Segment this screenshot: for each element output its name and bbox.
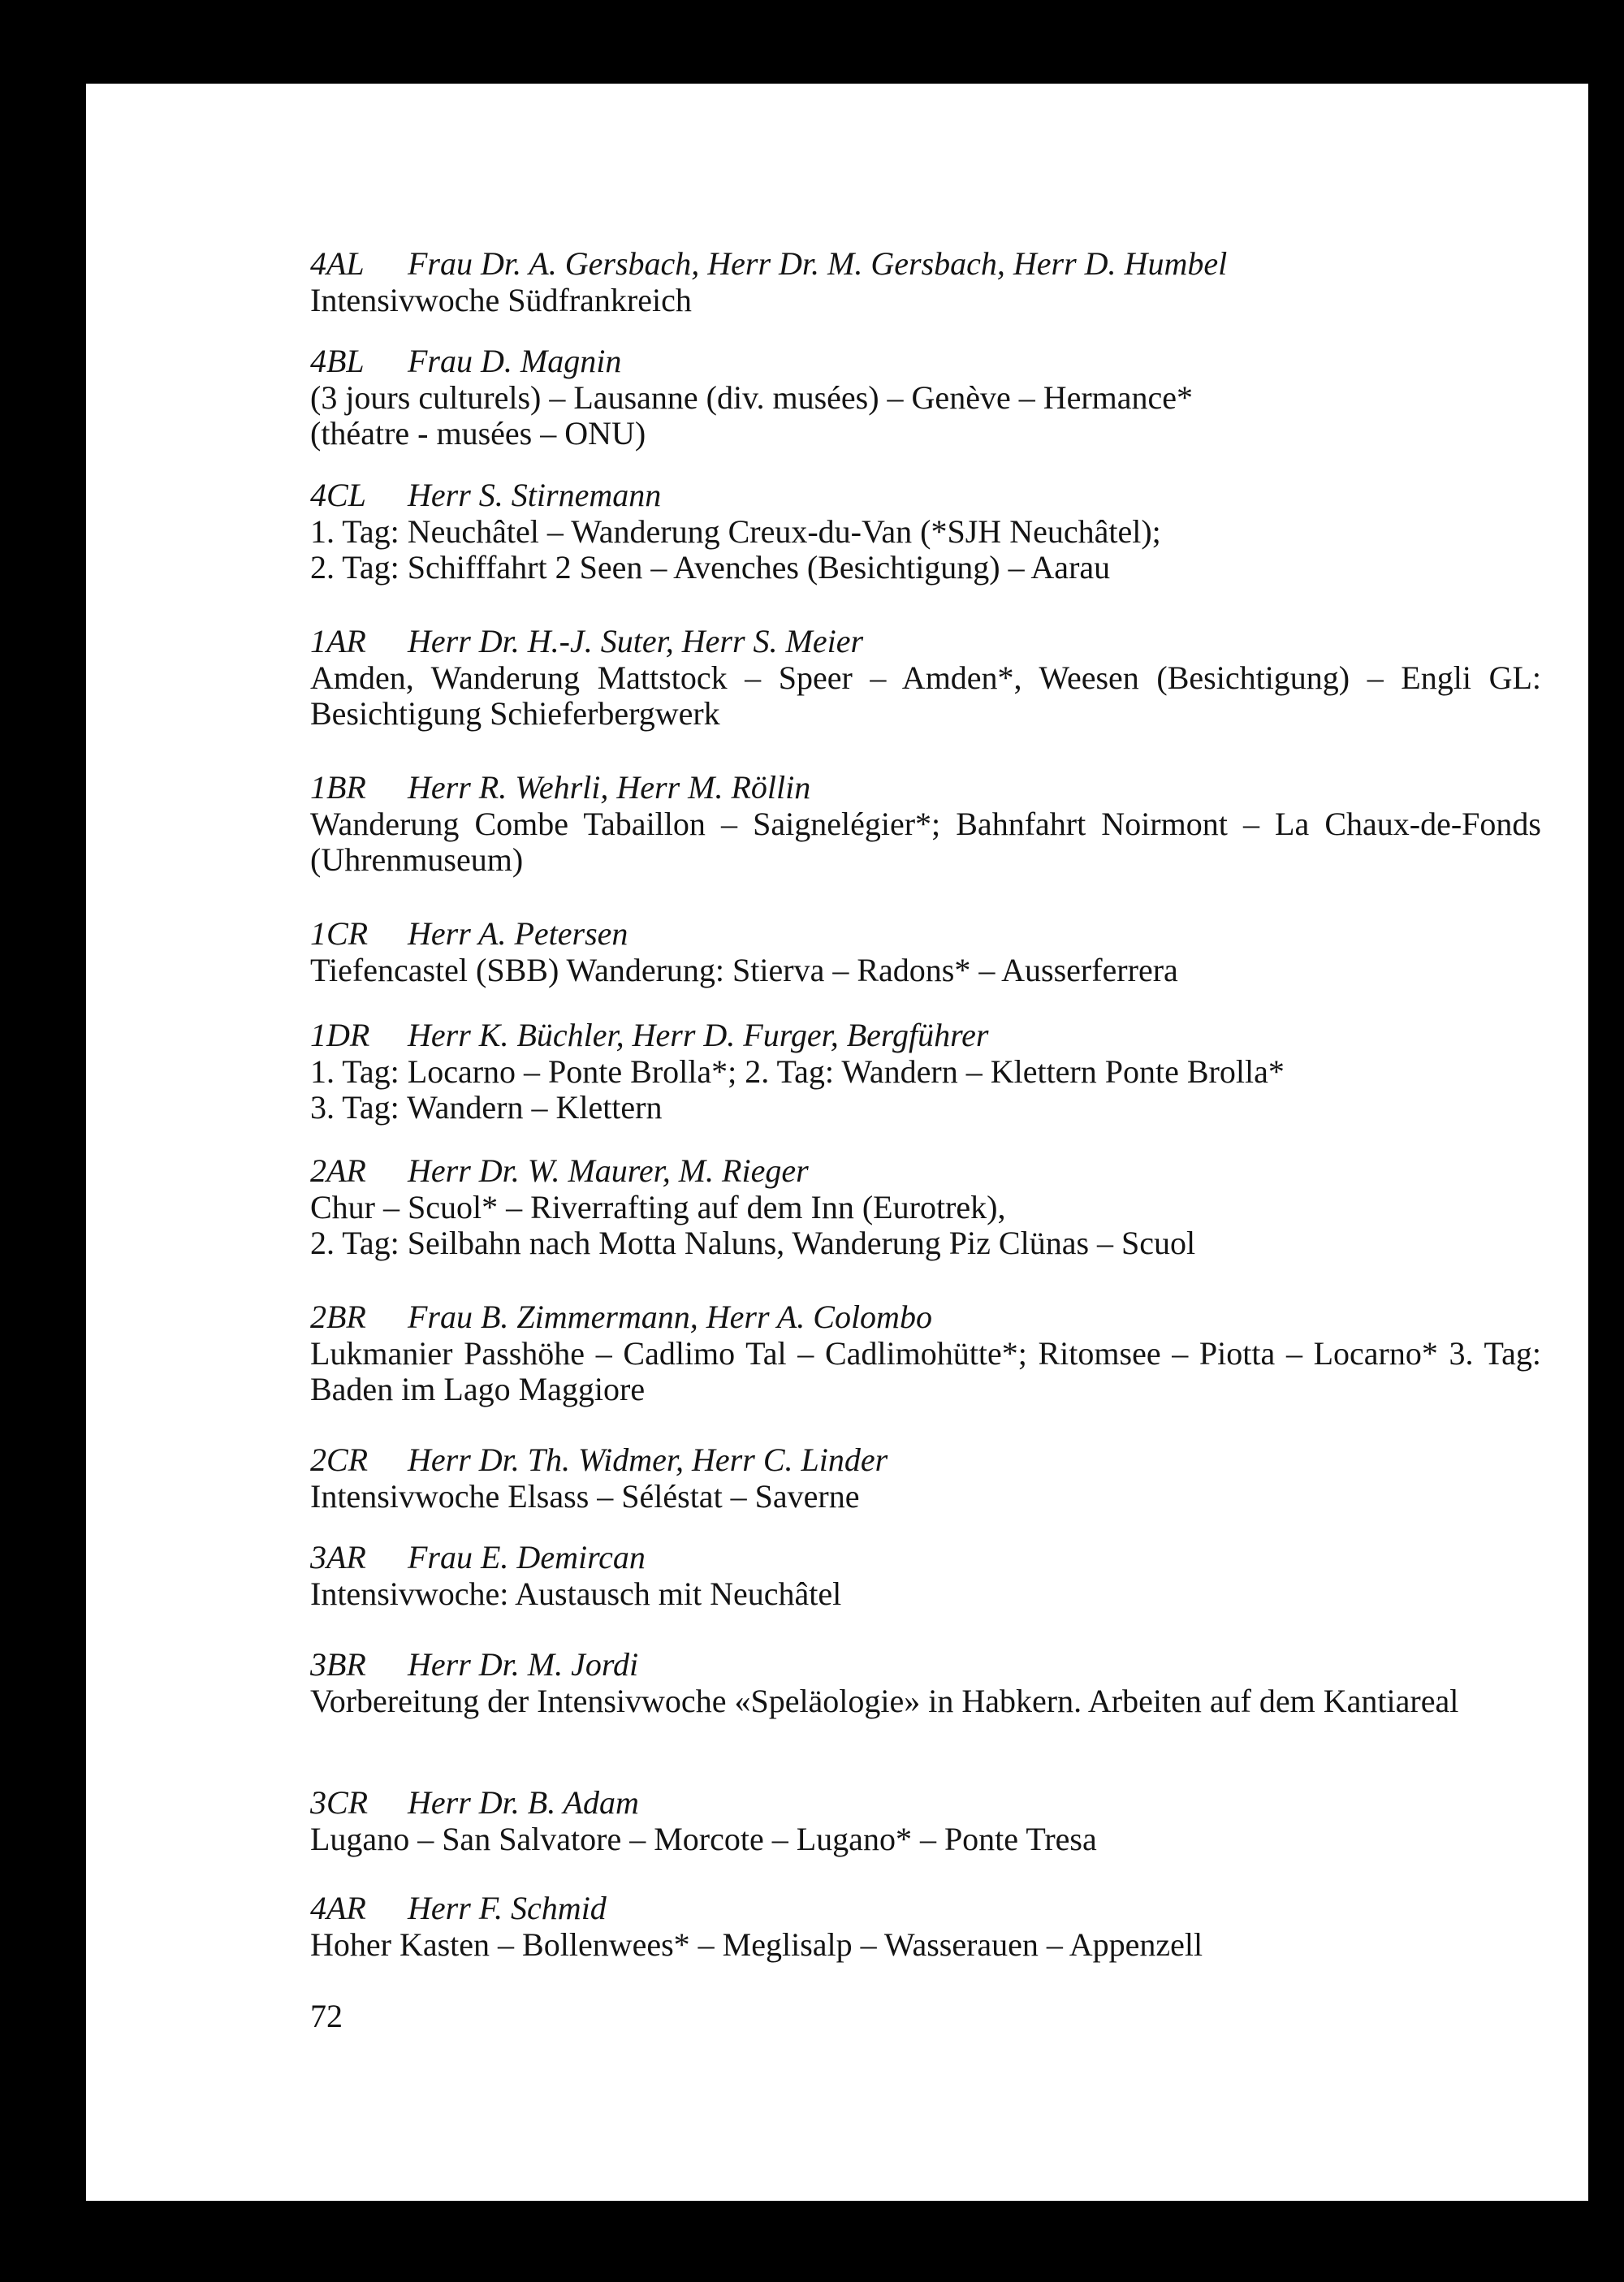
class-code: 1BR (310, 769, 366, 806)
class-code: 2BR (310, 1299, 366, 1335)
entry-leaders: Frau E. Demircan (408, 1539, 646, 1575)
entry-description-line: Intensivwoche Elsass – Séléstat – Saverne (310, 1477, 860, 1515)
class-entry-1br (310, 770, 1541, 879)
class-code: 4AR (310, 1890, 366, 1926)
entry-description-line: (théatre - musées – ONU) (310, 415, 646, 452)
class-entry-3cr (310, 1785, 1541, 1857)
class-code: 3BR (310, 1646, 366, 1683)
entry-leaders: Herr Dr. H.-J. Suter, Herr S. Meier (408, 623, 864, 659)
entry-description: Amden, Wanderung Mattstock – Speer – Amden*, Weesen (Besichtigung) – Engli GL: Besichtigung Schieferbergwerk (310, 659, 1541, 732)
entry-header (310, 1891, 1541, 1927)
scan-border-bottom (0, 2201, 1624, 2282)
class-entry-4bl (310, 344, 1541, 452)
entry-header (310, 344, 1541, 380)
class-entry-2ar (310, 1153, 1541, 1262)
class-code: 4BL (310, 343, 365, 379)
entry-leaders: Herr Dr. Th. Widmer, Herr C. Linder (408, 1441, 888, 1478)
class-entry-2cr (310, 1442, 1541, 1515)
class-entry-3ar (310, 1540, 1541, 1612)
entry-description-line: 1. Tag: Locarno – Ponte Brolla*; 2. Tag: Wandern – Klettern Ponte Brolla* (310, 1052, 1285, 1090)
entry-header (310, 246, 1541, 283)
entry-leaders: Herr Dr. W. Maurer, M. Rieger (408, 1152, 809, 1189)
entry-leaders: Herr S. Stirnemann (408, 477, 662, 513)
document-page (86, 84, 1588, 2201)
class-entry-3br (310, 1647, 1541, 1719)
class-code: 1DR (310, 1017, 370, 1053)
entry-leaders: Herr F. Schmid (408, 1890, 607, 1926)
class-code: 2CR (310, 1441, 369, 1478)
entry-description-line: 2. Tag: Schifffahrt 2 Seen – Avenches (Besichtigung) – Aarau (310, 549, 1111, 586)
class-code: 2AR (310, 1152, 366, 1189)
class-code: 4AL (310, 245, 365, 282)
scan-border-left (0, 0, 86, 2282)
entry-header (310, 1540, 1541, 1576)
entry-description-line: Lugano – San Salvatore – Morcote – Lugano* – Ponte Tresa (310, 1820, 1097, 1857)
entry-header (310, 1785, 1541, 1822)
entry-description-line: Chur – Scuol* – Riverrafting auf dem Inn (Eurotrek), (310, 1188, 1006, 1225)
class-code: 1CR (310, 915, 369, 952)
class-entry-4cl (310, 478, 1541, 586)
entry-leaders: Frau B. Zimmermann, Herr A. Colombo (408, 1299, 932, 1335)
entry-description-line: 1. Tag: Neuchâtel – Wanderung Creux-du-Van (*SJH Neuchâtel); (310, 512, 1161, 550)
entry-description: Wanderung Combe Tabaillon – Saignelégier*; Bahnfahrt Noirmont – La Chaux-de-Fonds (Uhrenmuseum) (310, 805, 1541, 878)
entry-description-line: (3 jours culturels) – Lausanne (div. musées) – Genève – Hermance* (310, 378, 1194, 416)
entry-description-line: Hoher Kasten – Bollenwees* – Meglisalp – Wasserauen – Appenzell (310, 1925, 1203, 1963)
page-number: 72 (310, 1998, 343, 2034)
entry-header (310, 1442, 1541, 1479)
class-entry-4al (310, 246, 1541, 318)
class-code: 3CR (310, 1784, 369, 1821)
class-code: 4CL (310, 477, 366, 513)
entry-leaders: Herr Dr. M. Jordi (408, 1646, 639, 1683)
class-entry-4ar (310, 1891, 1541, 1963)
scan-border-top (0, 0, 1624, 84)
entry-leaders: Herr K. Büchler, Herr D. Furger, Bergführer (408, 1017, 989, 1053)
entry-header (310, 770, 1541, 806)
entry-description-line: 2. Tag: Seilbahn nach Motta Naluns, Wanderung Piz Clünas – Scuol (310, 1225, 1196, 1261)
entry-header (310, 478, 1541, 514)
entry-header (310, 1153, 1541, 1190)
entry-leaders: Frau D. Magnin (408, 343, 622, 379)
class-entry-1dr (310, 1018, 1541, 1126)
entry-header (310, 1299, 1541, 1336)
entry-header (310, 916, 1541, 953)
class-code: 3AR (310, 1539, 366, 1575)
entry-description-line: Intensivwoche Südfrankreich (310, 281, 692, 318)
class-entry-2br (310, 1299, 1541, 1408)
entry-leaders: Herr R. Wehrli, Herr M. Röllin (408, 769, 811, 806)
entry-leaders: Herr Dr. B. Adam (408, 1784, 639, 1821)
class-code: 1AR (310, 623, 366, 659)
entry-header (310, 624, 1541, 660)
class-entry-1cr (310, 916, 1541, 988)
entry-description: Lukmanier Passhöhe – Cadlimo Tal – Cadlimohütte*; Ritomsee – Piotta – Locarno* 3. Tag: Baden im Lago Maggiore (310, 1334, 1541, 1407)
entry-leaders: Frau Dr. A. Gersbach, Herr Dr. M. Gersbach, Herr D. Humbel (408, 245, 1228, 282)
scan-border-right (1588, 0, 1624, 2282)
entry-description: Vorbereitung der Intensivwoche «Speläologie» in Habkern. Arbeiten auf dem Kantiareal (310, 1682, 1459, 1719)
entry-description-line: Tiefencastel (SBB) Wanderung: Stierva – Radons* – Ausserferrera (310, 951, 1178, 988)
entry-header (310, 1018, 1541, 1054)
class-entry-1ar (310, 624, 1541, 733)
entry-header (310, 1647, 1541, 1683)
entry-description-line: 3. Tag: Wandern – Klettern (310, 1089, 663, 1126)
entry-leaders: Herr A. Petersen (408, 915, 628, 952)
entry-description-line: Intensivwoche: Austausch mit Neuchâtel (310, 1575, 842, 1612)
